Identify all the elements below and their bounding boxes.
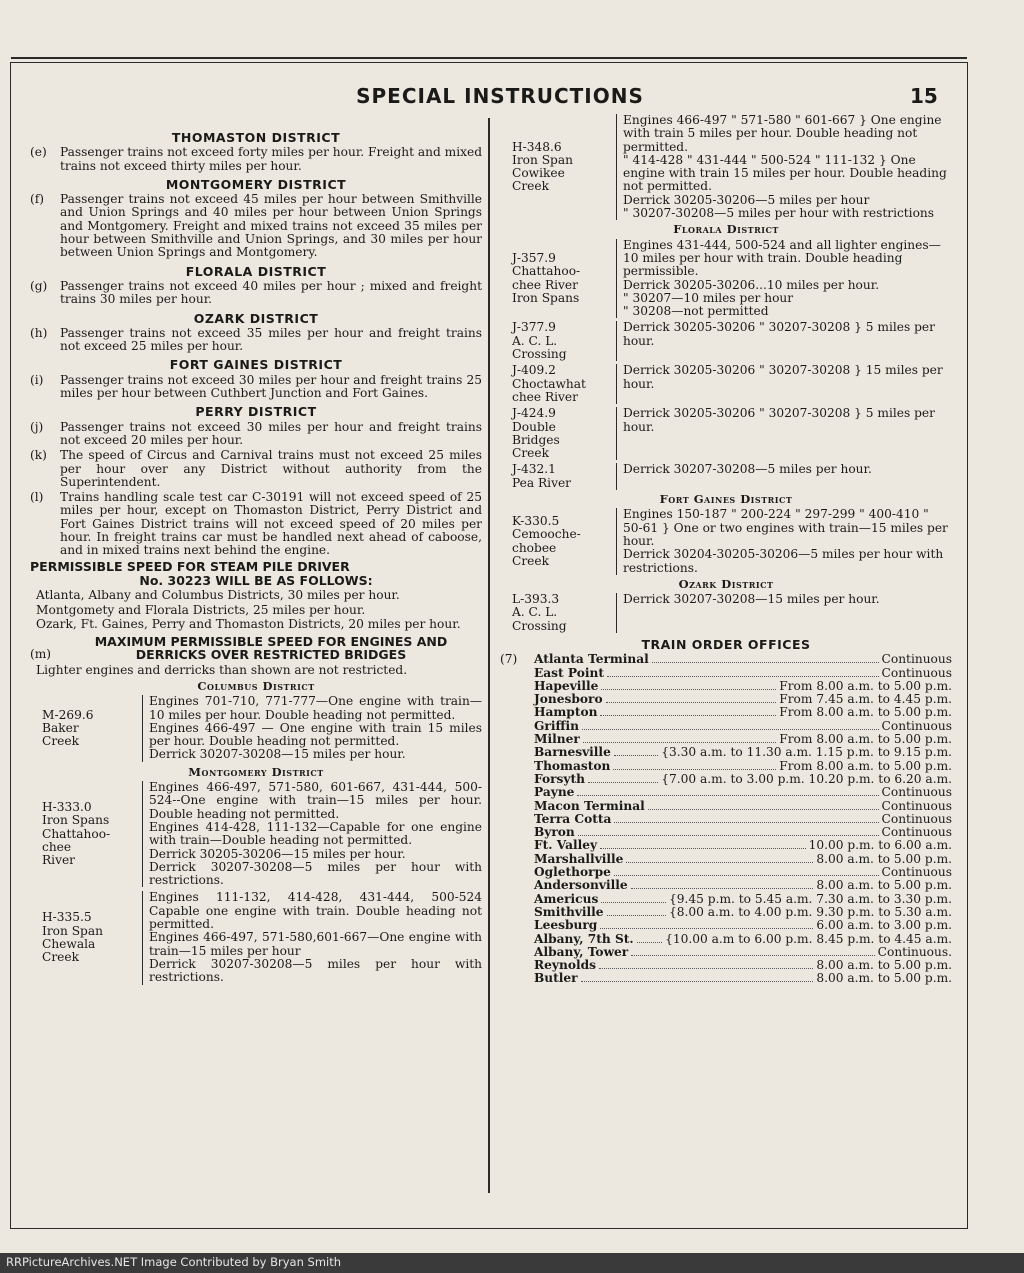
office-row	[500, 760, 952, 773]
office-hours: {8.00 a.m. to 4.00 p.m. 9.30 p.m. to 5.30 a.m.	[669, 904, 952, 919]
rule-j: (j) Passenger trains not exceed 30 miles per hour and freight trains not exceed 20 miles per hour.	[30, 419, 482, 447]
office-name: Barnesville	[534, 745, 611, 760]
page-title: SPECIAL INSTRUCTIONS	[356, 84, 644, 108]
office-row	[500, 959, 952, 972]
office-hours: Continuous	[881, 785, 952, 800]
bridge-location: J-432.1 Pea River	[512, 462, 572, 490]
bridge-location: J-377.9 A. C. L. Crossing	[512, 320, 567, 362]
bridge-entry: H-333.0 Iron Spans Chattahoo- chee River Engines 466-497, 571-580, 601-667, 431-444, 500-524--One engine with train—15 miles per hour. Double heading not permitted. Engines 414-428, 111-132—Capable for one engine with train—Double heading not permitted. Derrick 30205-30206—15 miles per hour. Derrick 30207-30208—5 miles per hour with restrictions.	[30, 781, 482, 887]
office-row	[500, 786, 952, 799]
office-hours: From 8.00 a.m. to 5.00 p.m.	[779, 732, 952, 747]
bridge-entry: H-335.5 Iron Span Chewala Creek Engines 111-132, 414-428, 431-444, 500-524 Capable one engine with train. Double heading not permitted. Engines 466-497, 571-580,601-667—One engine with train—15 miles per hour Derrick 30207-30208—5 miles per hour with restrictions.	[30, 891, 482, 984]
bridge-location: K-330.5 Cemooche- chobee Creek	[512, 513, 581, 568]
office-row	[500, 893, 952, 906]
office-row	[500, 706, 952, 719]
right-column	[500, 112, 952, 986]
bridge-entry: J-357.9 Chattahoo- chee River Iron Spans Engines 431-444, 500-524 and all lighter engines—10 miles per hour with train. Double heading permissible. Derrick 30205-30206...10 miles per hour. " 30207—10 miles per hour " 30208—not permitted	[500, 239, 952, 319]
bridge-location: J-357.9 Chattahoo- chee River Iron Spans	[512, 250, 581, 305]
office-hours: 8.00 a.m. to 5.00 p.m.	[816, 971, 952, 986]
bridge-note: Lighter engines and derricks than shown are not restricted.	[36, 662, 408, 677]
office-name: Milner	[534, 732, 580, 747]
office-name: Albany, Tower	[534, 944, 629, 959]
office-row	[500, 720, 952, 733]
office-row	[500, 800, 952, 813]
bridge-entry: J-432.1 Pea River Derrick 30207-30208—5 miles per hour.	[500, 463, 952, 490]
office-hours: Continuous	[881, 652, 952, 667]
bridge-location: J-424.9 Double Bridges Creek	[512, 406, 560, 461]
left-column	[30, 126, 482, 989]
office-hours: Continuous	[881, 865, 952, 880]
office-row	[500, 879, 952, 892]
office-row	[500, 693, 952, 706]
bridge-entry: M-269.6 Baker Creek Engines 701-710, 771-777—One engine with train—10 miles per hour. Double heading not permitted. Engines 466-497 — One engine with train 15 miles per hour. Double heading not permitted. Derrick 30207-30208—15 miles per hour.	[30, 695, 482, 761]
office-row	[500, 946, 952, 959]
bridge-location: H-348.6 Iron Span Cowikee Creek	[512, 139, 573, 194]
district-subheading: Columbus District	[197, 678, 315, 693]
image-credit: RRPictureArchives.NET Image Contributed by Bryan Smith	[6, 1255, 342, 1269]
bridge-location: H-333.0 Iron Spans Chattahoo- chee River	[42, 800, 111, 868]
section-heading: OZARK DISTRICT	[193, 310, 319, 326]
bridge-entry: H-348.6 Iron Span Cowikee Creek Engines 466-497 " 571-580 " 601-667 } One engine with train 5 miles per hour. Double heading not permitted. " 414-428 " 431-444 " 500-524 " 111-132 } One engine with train 15 miles per hour. Double heading not permitted. Derrick 30205-30206—5 miles per hour " 30207-30208—5 miles per hour with restrictions	[500, 114, 952, 220]
office-name: Griffin	[534, 718, 579, 733]
office-row	[500, 773, 952, 786]
office-row	[500, 866, 952, 879]
office-name: Reynolds	[534, 958, 596, 973]
section-heading: FORT GAINES DISTRICT	[169, 357, 343, 373]
section-heading: FLORALA DISTRICT	[185, 263, 327, 279]
office-hours: 10.00 p.m. to 6.00 a.m.	[808, 838, 952, 853]
office-row	[500, 746, 952, 759]
office-name: Americus	[534, 891, 599, 906]
office-name: Forsyth	[534, 771, 585, 786]
bridge-location: H-335.5 Iron Span Chewala Creek	[42, 910, 103, 965]
office-hours: Continuous	[881, 718, 952, 733]
office-hours: Continuous	[881, 665, 952, 680]
office-row	[500, 972, 952, 985]
office-hours: Continuous	[881, 825, 952, 840]
office-hours: From 7.45 a.m. to 4.45 p.m.	[779, 692, 952, 707]
office-row	[500, 853, 952, 866]
bridge-location: L-393.3 A. C. L. Crossing	[512, 592, 567, 633]
district-subheading: Fort Gaines District	[659, 492, 793, 507]
section-heading: PERRY DISTRICT	[195, 404, 317, 420]
district-subheading: Ozark District	[678, 576, 774, 591]
office-name: Jonesboro	[534, 692, 603, 707]
district-subheading: Florala District	[673, 222, 779, 237]
offices-heading: TRAIN ORDER OFFICES	[641, 636, 811, 652]
train-order-offices	[500, 653, 952, 985]
bridge-entry: J-409.2 Choctawhat chee River Derrick 30205-30206 " 30207-30208 } 15 miles per hour.	[500, 364, 952, 404]
office-hours: From 8.00 a.m. to 5.00 p.m.	[779, 705, 952, 720]
bridge-location: M-269.6 Baker Creek	[42, 707, 94, 749]
district-subheading: Montgomery District	[188, 764, 324, 779]
bridge-entry: K-330.5 Cemooche- chobee Creek Engines 150-187 " 200-224 " 297-299 " 400-410 " 50-61 } One or two engines with train—15 miles per hour. Derrick 30204-30205-30206—5 miles per hour with restrictions.	[500, 508, 952, 574]
section-heading: THOMASTON DISTRICT	[171, 130, 341, 145]
office-name: East Point	[534, 665, 605, 680]
office-name: Macon Terminal	[534, 798, 645, 813]
office-row	[500, 680, 952, 693]
bridge-entry: J-377.9 A. C. L. Crossing Derrick 30205-30206 " 30207-30208 } 5 miles per hour.	[500, 321, 952, 361]
office-name: Atlanta Terminal	[534, 652, 649, 667]
office-hours: {3.30 a.m. to 11.30 a.m. 1.15 p.m. to 9.15 p.m.	[661, 745, 952, 760]
rule-e: (e) Passenger trains not exceed forty miles per hour. Freight and mixed trains not exceed thirty miles per hour.	[30, 145, 482, 173]
office-row	[500, 667, 952, 680]
office-row	[500, 839, 952, 852]
page-number: 15	[910, 84, 938, 108]
office-hours: 6.00 a.m. to 3.00 p.m.	[816, 918, 952, 933]
office-name: Butler	[534, 971, 578, 986]
pile-driver-line: Ozark, Ft. Gaines, Perry and Thomaston Districts, 20 miles per hour.	[36, 616, 461, 631]
office-hours: {10.00 a.m to 6.00 p.m. 8.45 p.m. to 4.45 a.m.	[665, 931, 952, 946]
office-name: Ft. Valley	[534, 838, 598, 853]
office-name: Leesburg	[534, 918, 598, 933]
office-hours: {7.00 a.m. to 3.00 p.m. 10.20 p.m. to 6.20 a.m.	[661, 771, 952, 786]
office-row	[500, 906, 952, 919]
office-hours: Continuous.	[877, 944, 952, 959]
office-hours: 8.00 a.m. to 5.00 p.m.	[816, 958, 952, 973]
pile-driver-line: Atlanta, Albany and Columbus Districts, 30 miles per hour.	[36, 588, 400, 603]
office-row	[500, 813, 952, 826]
rule-i: (i) Passenger trains not exceed 30 miles per hour and freight trains 25 miles per hour between Cuthbert Junction and Fort Gaines.	[30, 372, 482, 401]
office-row	[500, 733, 952, 746]
section-heading: MONTGOMERY DISTRICT	[165, 176, 347, 192]
office-hours: 8.00 a.m. to 5.00 p.m.	[816, 878, 952, 893]
office-row	[500, 826, 952, 839]
office-hours: From 8.00 a.m. to 5.00 p.m.	[779, 758, 952, 773]
bridge-entry: L-393.3 A. C. L. Crossing Derrick 30207-30208—15 miles per hour.	[500, 593, 952, 633]
office-hours: Continuous	[881, 798, 952, 813]
rule-f: (f) Passenger trains not exceed 45 miles per hour between Smithville and Union Springs and 40 miles per hour between Union Springs and Montgomery. Freight and mixed trains not exceed 35 miles per hour between Smithville and Union Springs, and 30 miles per hour between Union Springs and Montgomery.	[30, 192, 482, 260]
office-name: Payne	[534, 785, 575, 800]
office-name: Byron	[534, 825, 575, 840]
bridge-speed-heading: (m) MAXIMUM PERMISSIBLE SPEED FOR ENGINES AND DERRICKS OVER RESTRICTED BRIDGES	[30, 634, 448, 663]
rule-l: (l) Trains handling scale test car C-30191 will not exceed speed of 25 miles per hour, except on Thomaston District, Perry District and Fort Gaines District trains will not exceed speed of 20 miles per hour. In freight trains car must be handled next ahead of caboose, and in mixed trains next behind the engine.	[30, 490, 482, 558]
office-row	[500, 919, 952, 932]
pile-driver-heading: PERMISSIBLE SPEED FOR STEAM PILE DRIVER	[30, 558, 350, 574]
office-name: Hapeville	[534, 678, 599, 693]
office-name: Albany, 7th St.	[534, 931, 634, 946]
office-hours: {9.45 p.m. to 5.45 a.m. 7.30 a.m. to 3.30 p.m.	[669, 891, 952, 906]
office-name: Thomaston	[534, 758, 611, 773]
office-row	[500, 933, 952, 946]
bridge-location: J-409.2 Choctawhat chee River	[512, 363, 586, 404]
pile-driver-line: Montgomety and Florala Districts, 25 miles per hour.	[36, 602, 366, 617]
office-hours: Continuous	[881, 811, 952, 826]
rule-g: (g) Passenger trains not exceed 40 miles per hour ; mixed and freight trains 30 miles per hour.	[30, 278, 482, 307]
rule-k: (k) The speed of Circus and Carnival trains must not exceed 25 miles per hour over any District without authority from the Superintendent.	[30, 448, 482, 489]
office-name: Oglethorpe	[534, 865, 611, 880]
office-hours: From 8.00 a.m. to 5.00 p.m.	[779, 678, 952, 693]
office-hours: 8.00 a.m. to 5.00 p.m.	[816, 851, 952, 866]
office-row: (7) Atlanta Terminal Continuous	[500, 652, 952, 667]
office-name: Smithville	[534, 904, 604, 919]
office-name: Andersonville	[534, 878, 628, 893]
pile-driver-subheading: No. 30223 WILL BE AS FOLLOWS:	[139, 572, 373, 588]
column-divider	[488, 118, 490, 1193]
office-name: Terra Cotta	[534, 811, 612, 826]
bridge-entry: J-424.9 Double Bridges Creek Derrick 30205-30206 " 30207-30208 } 5 miles per hour.	[500, 407, 952, 460]
rule-h: (h) Passenger trains not exceed 35 miles per hour and freight trains not exceed 25 miles per hour.	[30, 325, 482, 354]
office-name: Marshallville	[534, 851, 624, 866]
office-name: Hampton	[534, 705, 598, 720]
